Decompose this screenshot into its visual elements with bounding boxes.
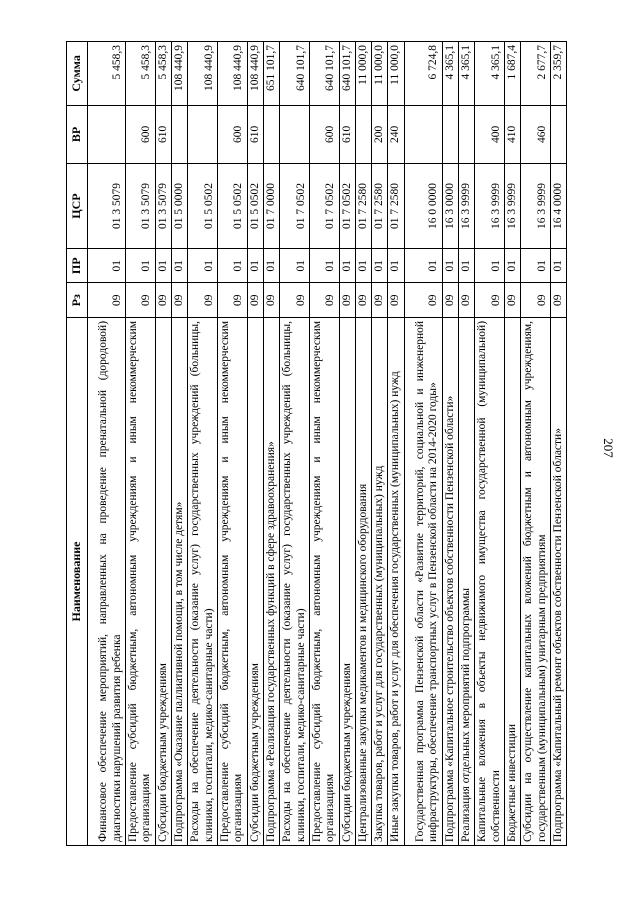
row-vr	[188, 105, 218, 163]
table-row	[171, 42, 187, 846]
row-vr	[171, 105, 187, 163]
row-name: Закупка товаров, работ и услуг для государственных (муниципальных) нужд	[372, 317, 388, 845]
row-sum: 108 440,9	[188, 42, 218, 106]
row-vr	[263, 105, 279, 163]
table-row	[339, 42, 355, 846]
table-row	[388, 42, 404, 846]
table-row	[280, 42, 310, 846]
row-csr: 16 3 9999	[505, 164, 521, 249]
table-row	[125, 42, 155, 846]
row-vr: 600	[217, 105, 247, 163]
row-rz: 09	[521, 283, 551, 317]
row-pr: 01	[188, 249, 218, 283]
row-name: Расходы на обеспечение деятельности (оказание услуг) государственных учреждений (больницы, клиники, госпитали, медико-санитарные части)	[188, 317, 218, 845]
row-csr: 01 5 0502	[217, 164, 247, 249]
row-name: Субсидии на осуществление капитальных вложений бюджетным и автономным учреждениям, государственным (муниципальным) унитарным предприятиям	[521, 317, 551, 845]
row-csr: 01 3 5079	[87, 164, 125, 249]
row-name: Субсидии бюджетным учреждениям	[339, 317, 355, 845]
row-rz: 09	[339, 283, 355, 317]
row-sum: 108 440,9	[217, 42, 247, 106]
row-vr	[442, 105, 458, 163]
row-pr: 01	[521, 249, 551, 283]
row-sum: 5 458,3	[87, 42, 125, 106]
row-sum: 5 458,3	[155, 42, 171, 106]
row-csr: 01 7 0502	[339, 164, 355, 249]
table-header-row	[67, 42, 88, 846]
row-csr: 01 7 0000	[263, 164, 279, 249]
table-row	[217, 42, 247, 846]
row-vr	[459, 105, 475, 163]
row-sum: 2 359,7	[551, 42, 567, 106]
row-vr: 600	[125, 105, 155, 163]
row-csr: 01 7 2580	[355, 164, 371, 249]
row-vr	[355, 105, 371, 163]
row-sum: 11 000,0	[388, 42, 404, 106]
table-row	[355, 42, 371, 846]
row-name: Субсидии бюджетным учреждениям	[155, 317, 171, 845]
row-vr	[551, 105, 567, 163]
row-name: Предоставление субсидий бюджетным, автономным учреждениям и иным некоммерческим организациям	[309, 317, 339, 845]
row-sum: 6 724,8	[404, 42, 442, 106]
row-csr: 01 7 2580	[388, 164, 404, 249]
row-csr: 16 0 0000	[404, 164, 442, 249]
row-sum: 108 440,9	[171, 42, 187, 106]
row-pr: 01	[125, 249, 155, 283]
row-csr: 01 7 0502	[280, 164, 310, 249]
table-row	[459, 42, 475, 846]
row-csr: 01 5 0000	[171, 164, 187, 249]
row-pr: 01	[372, 249, 388, 283]
row-csr: 01 7 0502	[309, 164, 339, 249]
row-pr: 01	[309, 249, 339, 283]
row-name: Иные закупки товаров, работ и услуг для обеспечения государственных (муниципальных) нужд	[388, 317, 404, 845]
row-sum: 108 440,9	[247, 42, 263, 106]
row-name: Предоставление субсидий бюджетным, автономным учреждениям и иным некоммерческим организациям	[125, 317, 155, 845]
row-csr: 01 5 0502	[247, 164, 263, 249]
row-pr: 01	[247, 249, 263, 283]
table-row	[404, 42, 442, 846]
row-csr: 16 3 9999	[475, 164, 505, 249]
row-name: Подпрограмма «Реализация государственных функций в сфере здравоохранения»	[263, 317, 279, 845]
table-row	[309, 42, 339, 846]
rotated-table-container	[66, 41, 586, 846]
row-rz: 09	[309, 283, 339, 317]
table-row	[475, 42, 505, 846]
row-vr: 460	[521, 105, 551, 163]
table-row	[442, 42, 458, 846]
row-vr: 610	[339, 105, 355, 163]
row-pr: 01	[388, 249, 404, 283]
row-vr: 240	[388, 105, 404, 163]
row-sum: 11 000,0	[372, 42, 388, 106]
header-csr: ЦСР	[67, 164, 88, 249]
row-rz: 09	[459, 283, 475, 317]
row-vr: 410	[505, 105, 521, 163]
row-rz: 09	[551, 283, 567, 317]
table-row	[188, 42, 218, 846]
row-csr: 01 5 0502	[188, 164, 218, 249]
row-rz: 09	[87, 283, 125, 317]
row-sum: 1 687,4	[505, 42, 521, 106]
budget-table	[66, 41, 567, 846]
row-pr: 01	[339, 249, 355, 283]
row-rz: 09	[355, 283, 371, 317]
row-csr: 01 3 5079	[155, 164, 171, 249]
row-csr: 16 3 9999	[521, 164, 551, 249]
row-rz: 09	[505, 283, 521, 317]
row-name: Подпрограмма «Оказание паллиативной помощи, в том числе детям»	[171, 317, 187, 845]
row-name: Реализация отдельных мероприятий подпрограммы	[459, 317, 475, 845]
header-sum: Сумма	[67, 42, 88, 106]
row-pr: 01	[355, 249, 371, 283]
row-name: Подпрограмма «Капитальное строительство объектов собственности Пензенской области»	[442, 317, 458, 845]
row-pr: 01	[475, 249, 505, 283]
row-rz: 09	[388, 283, 404, 317]
row-vr	[280, 105, 310, 163]
row-sum: 4 365,1	[459, 42, 475, 106]
table-row	[372, 42, 388, 846]
row-vr	[87, 105, 125, 163]
row-rz: 09	[217, 283, 247, 317]
row-csr: 16 3 0000	[442, 164, 458, 249]
header-pr: ПР	[67, 249, 88, 283]
row-sum: 4 365,1	[442, 42, 458, 106]
row-pr: 01	[442, 249, 458, 283]
row-vr: 200	[372, 105, 388, 163]
row-name: Предоставление субсидий бюджетным, автономным учреждениям и иным некоммерческим организациям	[217, 317, 247, 845]
row-rz: 09	[280, 283, 310, 317]
row-pr: 01	[459, 249, 475, 283]
row-name: Централизованные закупки медикаментов и медицинского оборудования	[355, 317, 371, 845]
row-sum: 651 101,7	[263, 42, 279, 106]
row-csr: 01 7 2580	[372, 164, 388, 249]
row-rz: 09	[442, 283, 458, 317]
row-pr: 01	[505, 249, 521, 283]
row-rz: 09	[404, 283, 442, 317]
row-rz: 09	[247, 283, 263, 317]
header-vr: ВР	[67, 105, 88, 163]
row-name: Капитальные вложения в объекты недвижимого имущества государственной (муниципальной) собственности	[475, 317, 505, 845]
row-csr: 16 3 9999	[459, 164, 475, 249]
row-name: Финансовое обеспечение мероприятий, направленных на проведение пренатальной (дородовой) диагностики нарушений развития ребенка	[87, 317, 125, 845]
row-vr: 610	[155, 105, 171, 163]
page-number: 207	[601, 438, 616, 458]
row-name: Расходы на обеспечение деятельности (оказание услуг) государственных учреждений (больницы, клиники, госпитали, медико-санитарные части)	[280, 317, 310, 845]
table-row	[551, 42, 567, 846]
header-rz: Рз	[67, 283, 88, 317]
row-sum: 640 101,7	[309, 42, 339, 106]
row-vr: 400	[475, 105, 505, 163]
row-sum: 5 458,3	[125, 42, 155, 106]
row-pr: 01	[263, 249, 279, 283]
table-row	[521, 42, 551, 846]
row-sum: 4 365,1	[475, 42, 505, 106]
row-csr: 01 3 5079	[125, 164, 155, 249]
row-csr: 16 4 0000	[551, 164, 567, 249]
row-pr: 01	[87, 249, 125, 283]
row-pr: 01	[551, 249, 567, 283]
row-vr: 610	[247, 105, 263, 163]
table-row	[263, 42, 279, 846]
row-rz: 09	[188, 283, 218, 317]
table-row	[87, 42, 125, 846]
row-name: Бюджетные инвестиции	[505, 317, 521, 845]
row-sum: 640 101,7	[339, 42, 355, 106]
table-row	[247, 42, 263, 846]
row-rz: 09	[475, 283, 505, 317]
row-sum: 640 101,7	[280, 42, 310, 106]
row-rz: 09	[155, 283, 171, 317]
row-pr: 01	[404, 249, 442, 283]
row-vr	[404, 105, 442, 163]
row-vr: 600	[309, 105, 339, 163]
table-row	[505, 42, 521, 846]
row-rz: 09	[125, 283, 155, 317]
table-row	[155, 42, 171, 846]
row-pr: 01	[155, 249, 171, 283]
row-pr: 01	[217, 249, 247, 283]
row-rz: 09	[372, 283, 388, 317]
row-sum: 11 000,0	[355, 42, 371, 106]
header-name: Наименование	[67, 317, 88, 845]
row-pr: 01	[280, 249, 310, 283]
row-rz: 09	[263, 283, 279, 317]
row-name: Субсидии бюджетным учреждениям	[247, 317, 263, 845]
row-name: Государственная программа Пензенской области «Развитие территорий, социальной и инженерной инфраструктуры, обеспечение транспортных услуг в Пензенской области на 2014-2020 годы»	[404, 317, 442, 845]
row-rz: 09	[171, 283, 187, 317]
row-name: Подпрограмма «Капитальный ремонт объектов собственности Пензенской области»	[551, 317, 567, 845]
row-sum: 2 677,7	[521, 42, 551, 106]
row-pr: 01	[171, 249, 187, 283]
